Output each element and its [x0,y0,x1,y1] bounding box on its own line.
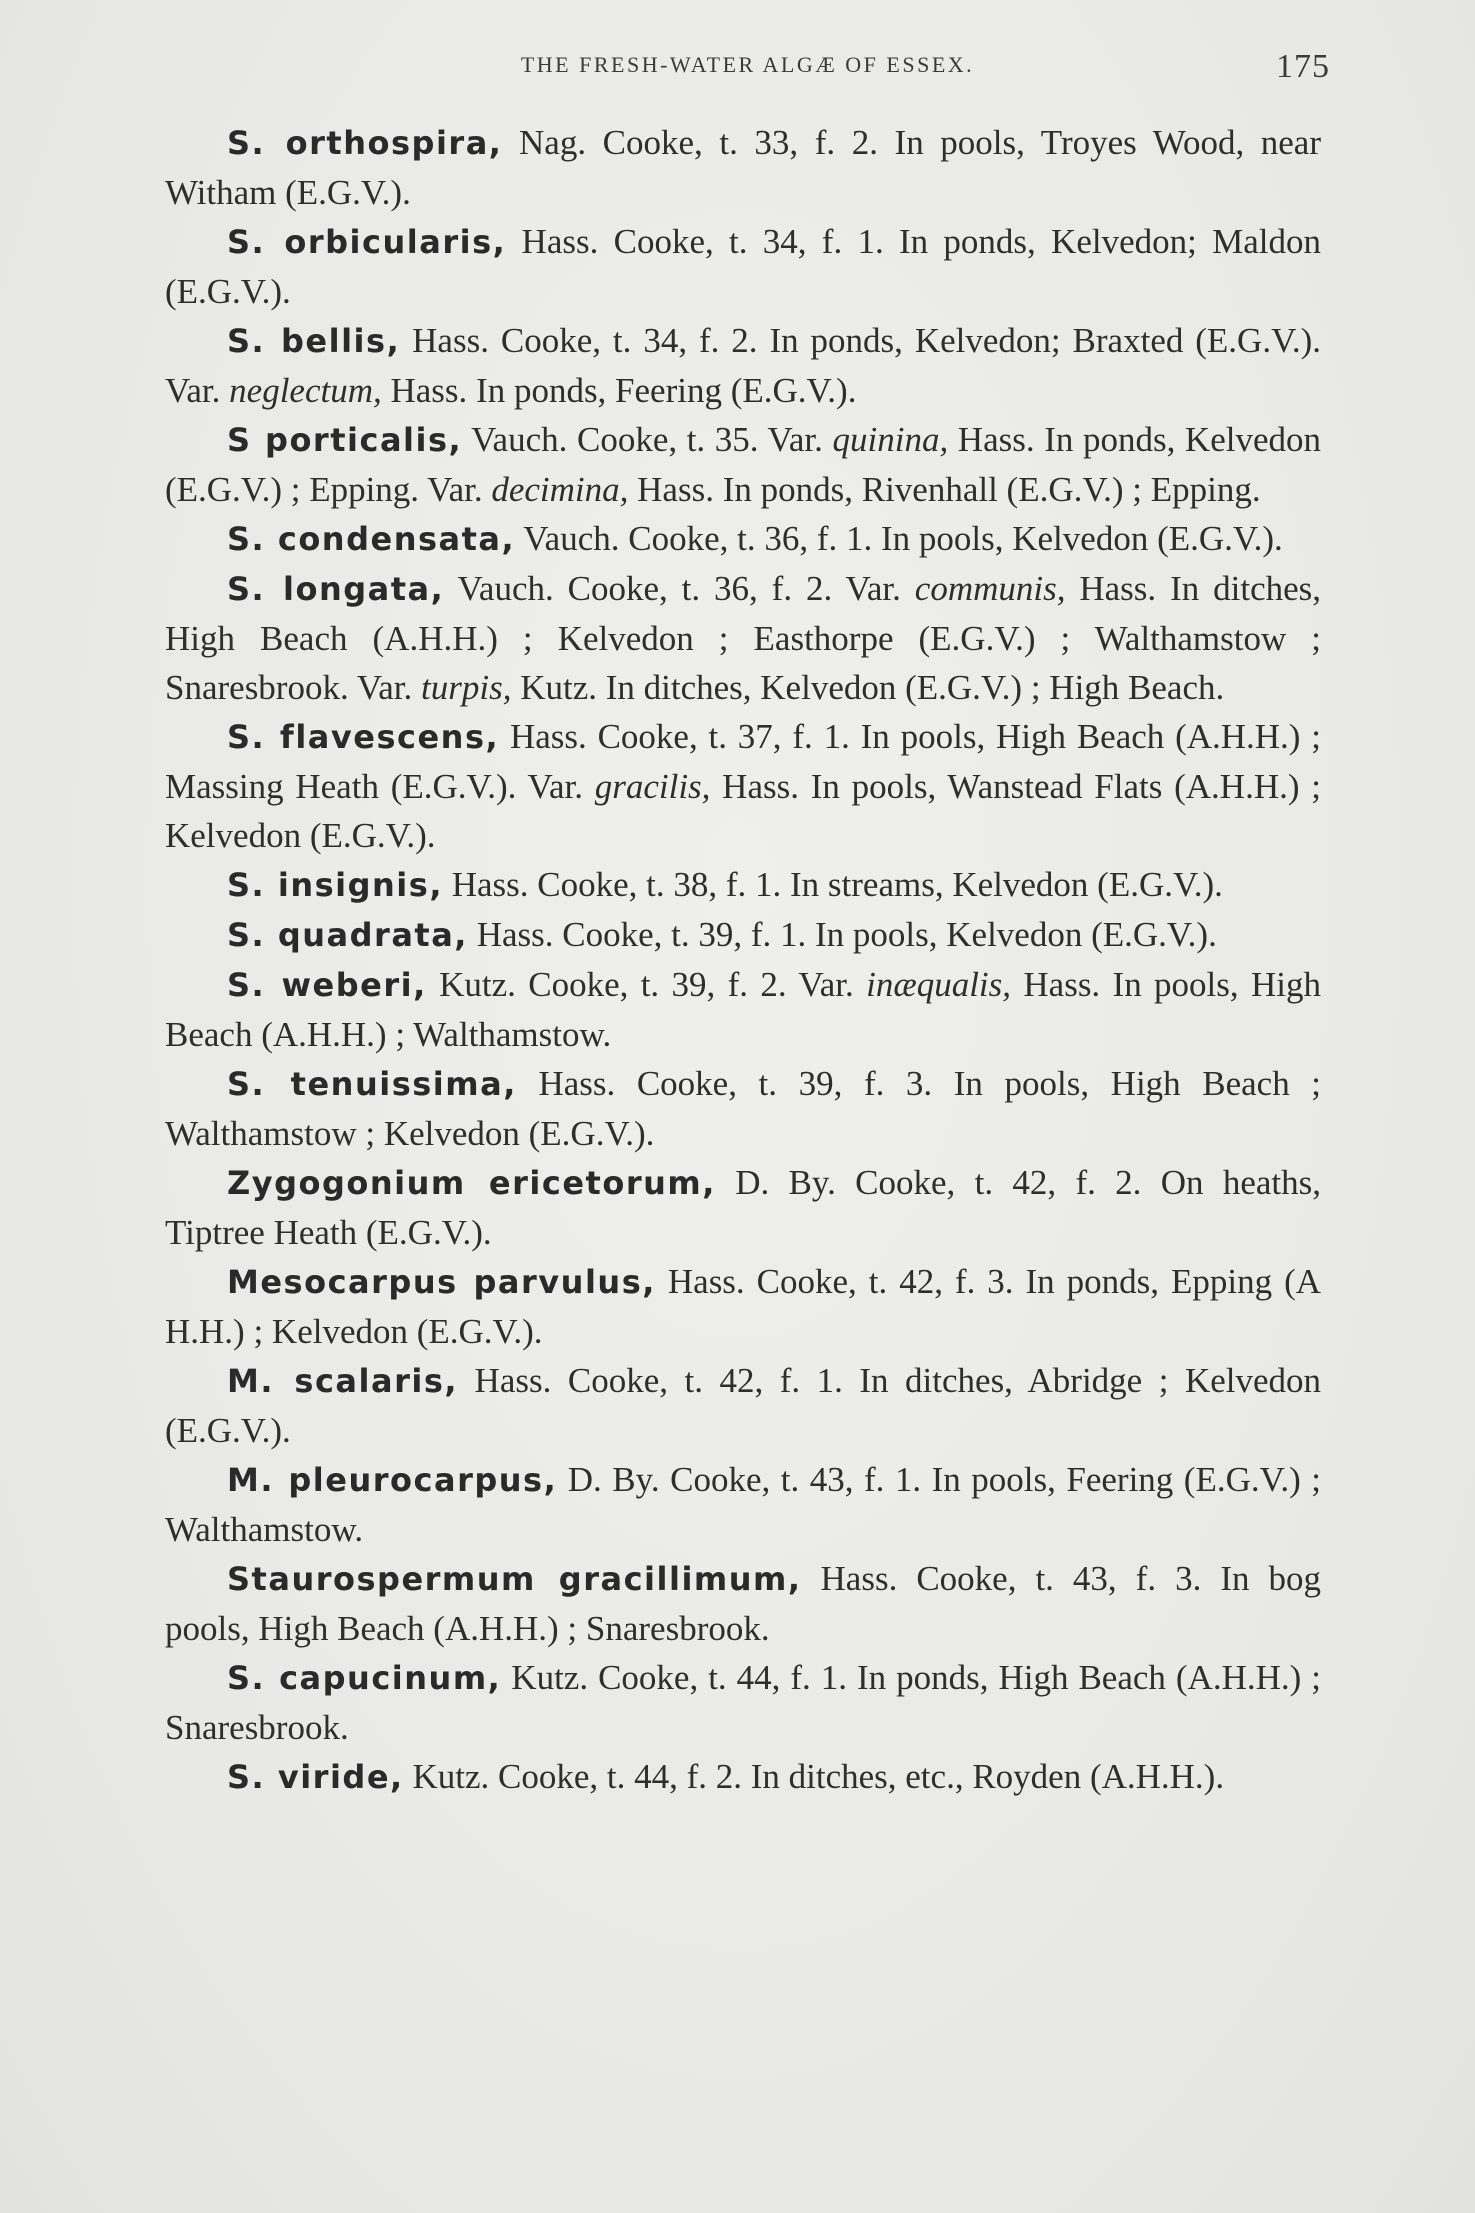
list-item [165,1356,1321,1455]
entry-text-continued: Hass. In pools, Wanstead Flats (A.H.H.) ; Kelvedon (E.G.V.). [165,767,1321,855]
running-title: THE FRESH-WATER ALGÆ OF ESSEX. [520,52,975,77]
species-name: S. insignis, [227,866,443,904]
list-item [165,1752,1321,1802]
entry-text: Hass. Cooke, t. 34, f. 1. In ponds, Kelvedon; Maldon (E.G.V.). [165,222,1322,311]
list-item [165,118,1321,217]
list-item [165,1455,1321,1554]
entry-text-continued: Hass. In ponds, Kelvedon (E.G.V.) ; Epping. Var. [165,420,1321,509]
species-name: S. tenuissima, [227,1065,517,1103]
entry-text: Hass. Cooke, t. 42, f. 3. In ponds, Epping (A H.H.) ; Kelvedon (E.G.V.). [165,1262,1322,1351]
species-name: S. orbicularis, [227,223,507,261]
list-item [165,564,1321,712]
variety-name-2: decimina, [491,470,629,509]
list-item [165,316,1321,415]
entry-text-continued-2: Kutz. In ditches, Kelvedon (E.G.V.) ; High Beach. [511,668,1225,707]
species-name: S. orthospira, [227,124,503,162]
species-name: Mesocarpus parvulus, [227,1263,656,1301]
list-item [165,1554,1321,1653]
species-name: Zygogonium ericetorum, [227,1164,716,1202]
entry-text: Kutz. Cooke, t. 44, f. 1. In ponds, High Beach (A.H.H.) ; Snaresbrook. [165,1658,1321,1747]
species-name: M. scalaris, [227,1362,459,1400]
species-name: S. longata, [227,570,445,608]
variety-name: communis, [914,569,1066,608]
list-item [165,960,1321,1059]
page-number: 175 [1276,48,1330,85]
species-name: S. bellis, [227,322,401,360]
entry-text: Hass. Cooke, t. 37, f. 1. In pools, High Beach (A.H.H.) ; Massing Heath (E.G.V.). Var. [165,717,1321,806]
list-item [165,514,1321,564]
entry-text-continued: Hass. In ditches, High Beach (A.H.H.) ; Kelvedon ; Easthorpe (E.G.V.) ; Walthamstow ; Snaresbrook. Var. [165,569,1322,707]
list-item [165,860,1321,910]
list-item [165,1653,1321,1752]
entry-text: Kutz. Cooke, t. 44, f. 2. In ditches, etc., Royden (A.H.H.). [403,1757,1225,1796]
list-item [165,1059,1321,1158]
entry-text: D. By. Cooke, t. 42, f. 2. On heaths, Tiptree Heath (E.G.V.). [165,1163,1321,1252]
list-item [165,415,1321,514]
entry-text-continued-2: Hass. In ponds, Rivenhall (E.G.V.) ; Epping. [628,470,1261,509]
species-name: S. condensata, [227,520,516,558]
running-head [165,48,1330,98]
variety-name-2: turpis, [421,668,512,707]
entry-text: Hass. Cooke, t. 34, f. 2. In ponds, Kelvedon; Braxted (E.G.V.). Var. [165,321,1321,410]
list-item [165,217,1321,316]
species-name: S. capucinum, [227,1659,502,1697]
entry-text: Vauch. Cooke, t. 35. Var. [462,420,833,459]
variety-name: gracilis, [594,767,711,806]
variety-name: neglectum, [229,371,382,410]
species-list [165,118,1321,1802]
entry-text: Hass. Cooke, t. 43, f. 3. In bog pools, High Beach (A.H.H.) ; Snaresbrook. [165,1559,1321,1648]
variety-name: inæqualis, [866,965,1012,1004]
species-name: S porticalis, [227,421,463,459]
species-name: S. flavescens, [227,718,500,756]
entry-text: D. By. Cooke, t. 43, f. 1. In pools, Feering (E.G.V.) ; Walthamstow. [165,1460,1322,1549]
entry-text: Vauch. Cooke, t. 36, f. 1. In pools, Kelvedon (E.G.V.). [515,519,1283,558]
entry-text: Hass. Cooke, t. 39, f. 3. In pools, High Beach ; Walthamstow ; Kelvedon (E.G.V.). [165,1064,1322,1153]
species-name: M. pleurocarpus, [227,1461,558,1499]
list-item [165,1257,1321,1356]
species-name: Staurospermum gracillimum, [227,1560,802,1598]
entry-text: Hass. Cooke, t. 42, f. 1. In ditches, Abridge ; Kelvedon (E.G.V.). [165,1361,1322,1450]
entry-text: Kutz. Cooke, t. 39, f. 2. Var. [426,965,867,1004]
entry-text: Nag. Cooke, t. 33, f. 2. In pools, Troyes Wood, near Witham (E.G.V.). [165,123,1321,212]
variety-name: quinina, [832,420,949,459]
species-name: S. quadrata, [227,916,468,954]
species-name: S. viride, [227,1758,404,1796]
list-item [165,1158,1321,1257]
list-item [165,712,1321,860]
entry-text-continued: Hass. In ponds, Feering (E.G.V.). [381,371,857,410]
list-item [165,910,1321,960]
entry-text: Hass. Cooke, t. 38, f. 1. In streams, Kelvedon (E.G.V.). [442,865,1223,904]
entry-text-continued: Hass. In pools, High Beach (A.H.H.) ; Walthamstow. [165,965,1321,1054]
entry-text: Vauch. Cooke, t. 36, f. 2. Var. [444,569,915,608]
species-name: S. weberi, [227,966,427,1004]
entry-text: Hass. Cooke, t. 39, f. 1. In pools, Kelvedon (E.G.V.). [467,915,1217,954]
